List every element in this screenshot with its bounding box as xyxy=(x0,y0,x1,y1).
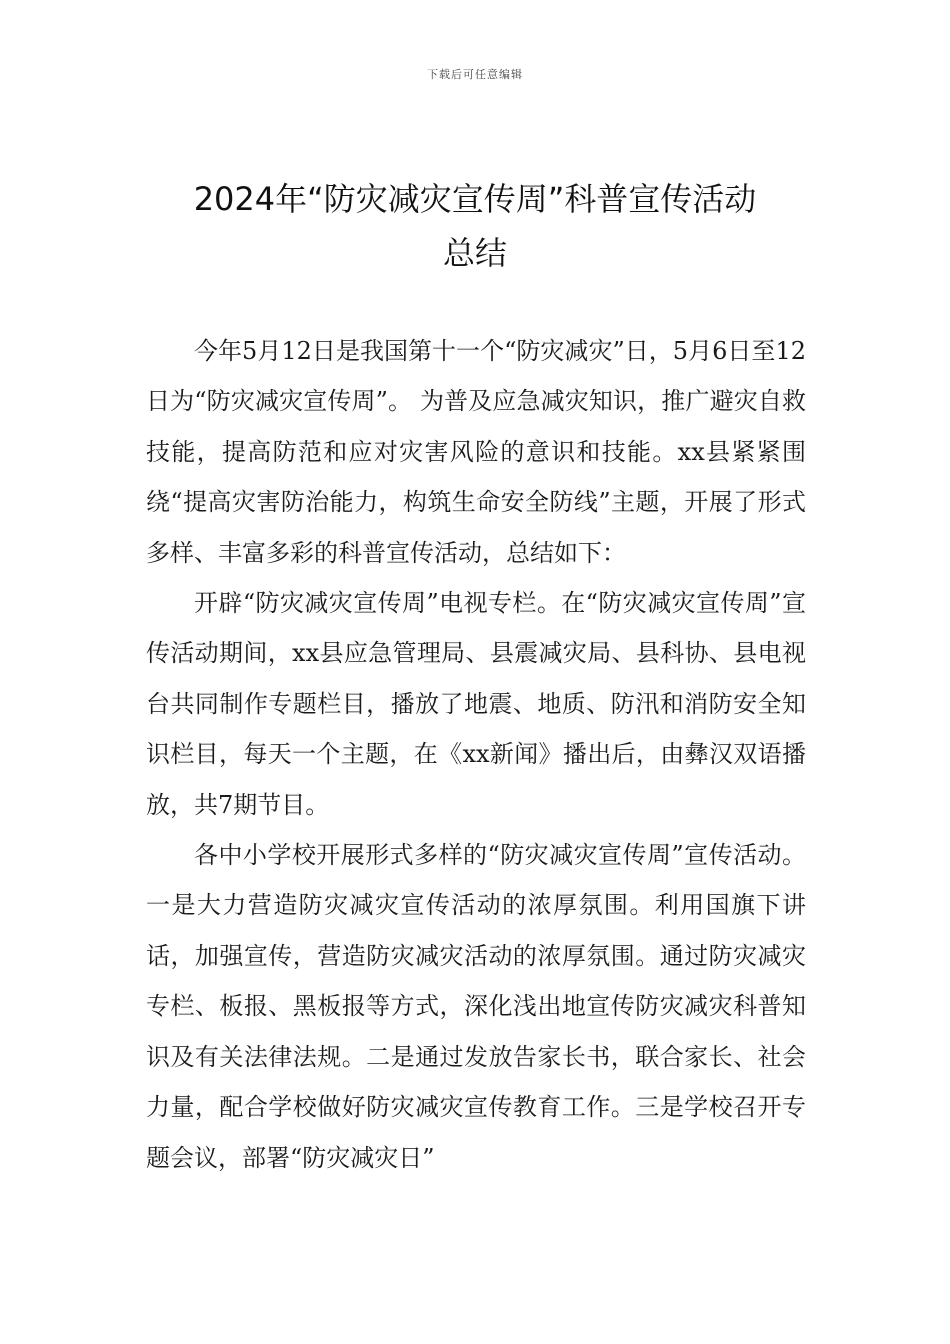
paragraph-tv-column: 开辟“防灾减灾宣传周”电视专栏。在“防灾减灾宣传周”宣传活动期间，xx县应急管理局、县震减灾局、县科协、县电视台共同制作专题栏目，播放了地震、地质、防汛和消防安全知识栏目，每天一个主题，在《xx新闻》播出后，由彝汉双语播放，共7期节目。 xyxy=(146,589,806,819)
document-title-line-1: 2024年“防灾减灾宣传周”科普宣传活动 xyxy=(193,180,757,218)
document-body xyxy=(146,326,806,1183)
document-title-line-2: 总结 xyxy=(442,234,507,272)
document-title xyxy=(120,172,830,280)
page-header-note: 下载后可任意编辑 xyxy=(427,68,523,81)
paragraph-intro: 今年5月12日是我国第十一个“防灾减灾”日，5月6日至12日为“防灾减灾宣传周”。 为普及应急减灾知识，推广避灾自救技能，提高防范和应对灾害风险的意识和技能。xx县紧紧围绕“提高灾害防治能力，构筑生命安全防线”主题，开展了形式多样、丰富多彩的科普宣传活动，总结如下： xyxy=(146,337,806,567)
paragraph-schools: 各中小学校开展形式多样的“防灾减灾宣传周”宣传活动。一是大力营造防灾减灾宣传活动的浓厚氛围。利用国旗下讲话，加强宣传，营造防灾减灾活动的浓厚氛围。通过防灾减灾专栏、板报、黑板报等方式，深化浅出地宣传防灾减灾科普知识及有关法律法规。二是通过发放告家长书，联合家长、社会力量，配合学校做好防灾减灾宣传教育工作。三是学校召开专题会议，部署“防灾减灾日” xyxy=(146,841,806,1172)
